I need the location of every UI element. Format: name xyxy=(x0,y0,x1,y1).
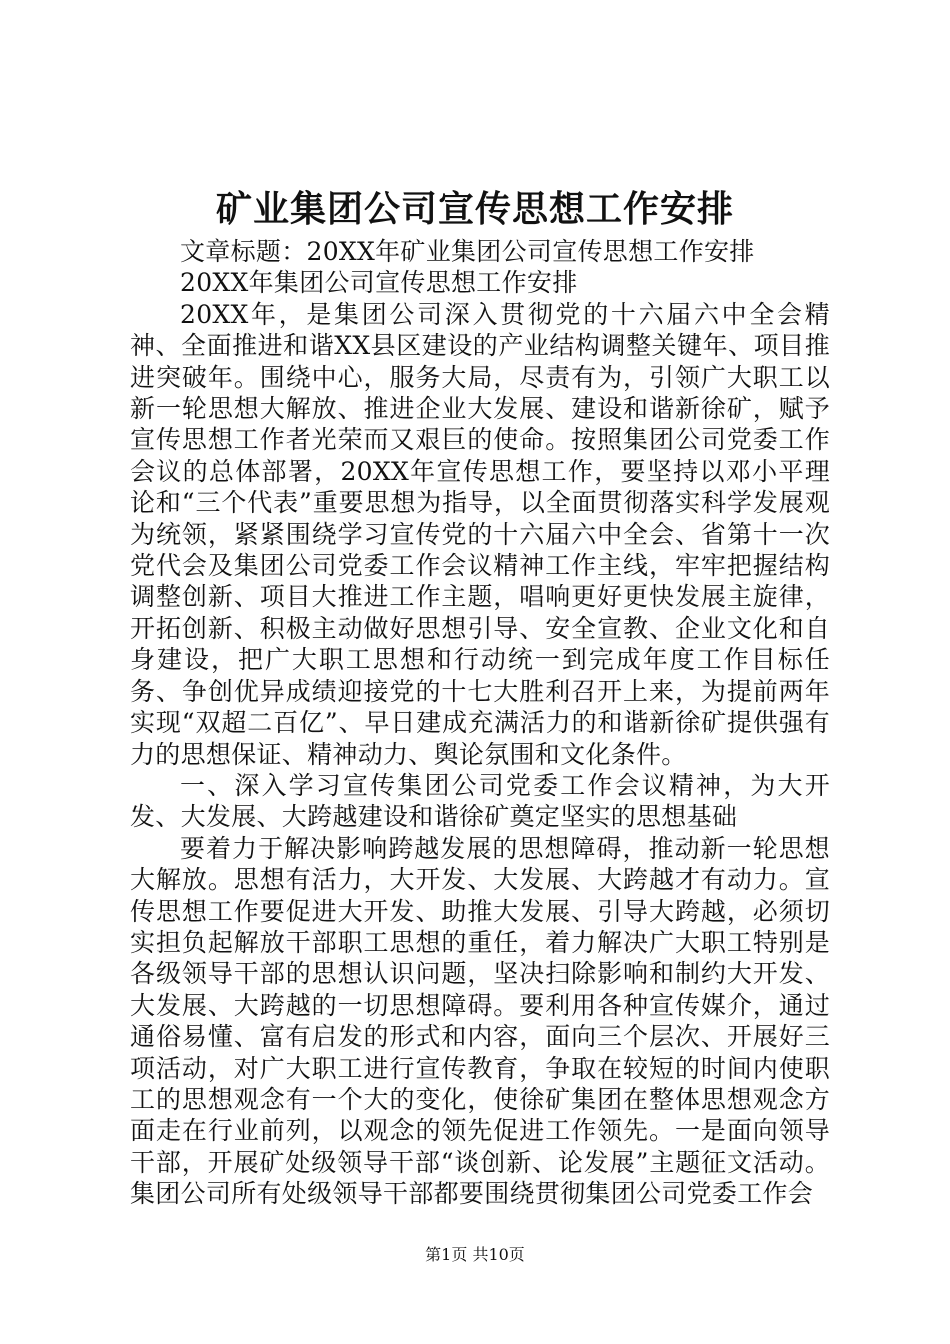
document-body xyxy=(130,236,830,1210)
body-paragraph: 要着力于解决影响跨越发展的思想障碍，推动新一轮思想大解放。思想有活力，大开发、大发展、大跨越才有动力。宣传思想工作要促进大开发、助推大发展、引导大跨越，必须切实担负起解放干部职工思想的重任，着力解决广大职工特别是各级领导干部的思想认识问题，坚决扫除影响和制约大开发、大发展、大跨越的一切思想障碍。要利用各种宣传媒介，通过通俗易懂、富有启发的形式和内容，面向三个层次、开展好三项活动，对广大职工进行宣传教育，争取在较短的时间内使职工的思想观念有一个大的变化，使徐矿集团在整体思想观念方面走在行业前列，以观念的领先促进工作领先。一是面向领导干部，开展矿处级领导干部“谈创新、论发展”主题征文活动。集团公司所有处级领导干部都要围绕贯彻集团公司党委工作会 xyxy=(130,833,830,1209)
article-title-line: 文章标题：20XX年矿业集团公司宣传思想工作安排 xyxy=(180,237,755,266)
page-footer: 第1页 共10页 xyxy=(425,1245,525,1264)
document-title: 矿业集团公司宣传思想工作安排 xyxy=(215,188,734,230)
intro-paragraph: 20XX年，是集团公司深入贯彻党的十六届六中全会精神、全面推进和谐XX县区建设的产业结构调整关键年、项目推进突破年。围绕中心，服务大局，尽责有为，引领广大职工以新一轮思想大解放、推进企业大发展、建设和谐新徐矿，赋予宣传思想工作者光荣而又艰巨的使命。按照集团公司党委工作会议的总体部署，20XX年宣传思想工作，要坚持以邓小平理论和“三个代表”重要思想为指导，以全面贯彻落实科学发展观为统领，紧紧围绕学习宣传党的十六届六中全会、省第十一次党代会及集团公司党委工作会议精神工作主线，牢牢把握结构调整创新、项目大推进工作主题，唱响更好更快发展主旋律，开拓创新、积极主动做好思想引导、安全宣教、企业文化和自身建设，把广大职工思想和行动统一到完成年度工作目标任务、争创优异成绩迎接党的十七大胜利召开上来，为提前两年实现“双超二百亿”、早日建成充满活力的和谐新徐矿提供强有力的思想保证、精神动力、舆论氛围和文化条件。 xyxy=(130,299,830,769)
subtitle-line: 20XX年集团公司宣传思想工作安排 xyxy=(180,268,578,298)
section-heading-1: 一、深入学习宣传集团公司党委工作会议精神，为大开发、大发展、大跨越建设和谐徐矿奠定坚实的思想基础 xyxy=(130,770,830,832)
